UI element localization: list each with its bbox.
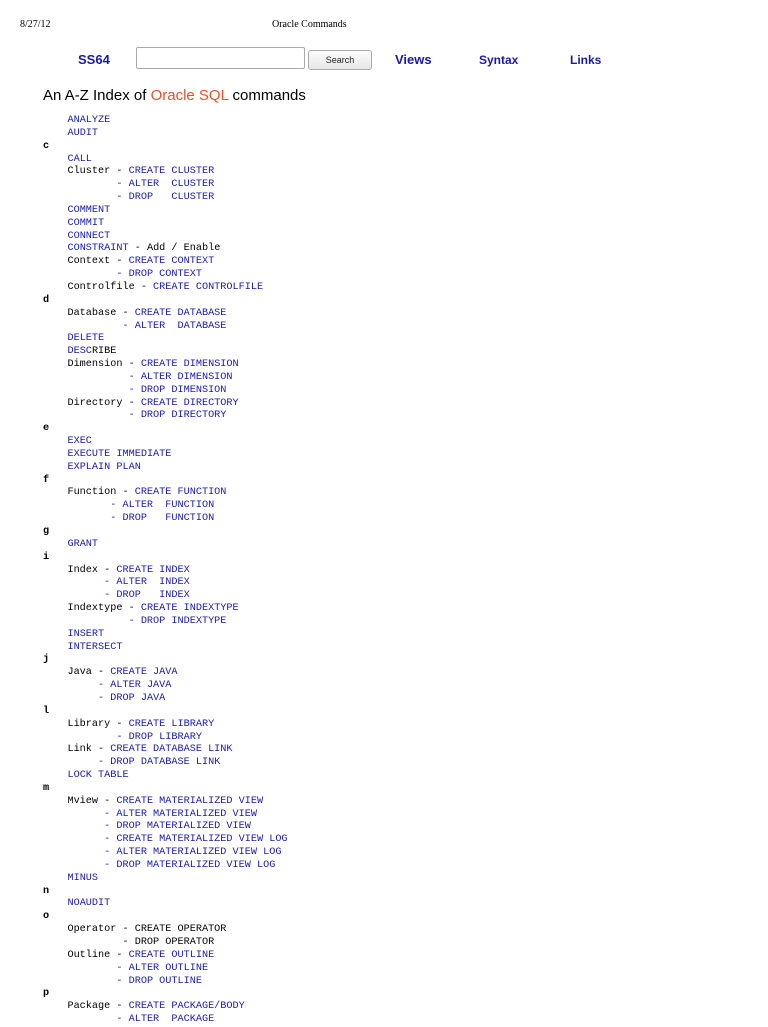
index-line [43,449,288,462]
index-line [43,603,288,616]
command-link[interactable]: - DROP DIMENSION [128,384,227,396]
command-link[interactable]: COMMENT [67,204,111,216]
command-link[interactable]: CREATE DATABASE [134,307,227,319]
index-line [43,719,288,732]
command-link[interactable]: ANALYZE [67,115,111,126]
letter-heading: p [43,988,50,1000]
index-line [43,372,288,385]
index-line [43,950,288,963]
command-link[interactable]: CREATE DIRECTORY [140,397,239,409]
index-text [43,732,116,743]
command-link[interactable]: - DROP OUTLINE [116,975,202,987]
command-link[interactable]: - CREATE MATERIALIZED VIEW LOG [104,834,288,846]
index-text [43,577,104,588]
command-link[interactable]: CREATE FUNCTION [134,487,227,499]
command-link[interactable]: - ALTER CLUSTER [116,179,215,191]
command-link[interactable]: CALL [67,153,92,165]
command-link[interactable]: INSERT [67,628,105,640]
index-text [43,205,67,216]
index-text: Mview - [43,795,117,807]
index-line [43,976,288,989]
index-line [43,256,288,269]
command-link[interactable]: - DROP LIBRARY [116,731,202,743]
index-text [43,976,116,987]
index-text [43,436,67,447]
command-link[interactable]: DESC [67,346,92,358]
index-text: RIBE [91,346,117,358]
letter-heading: e [43,423,50,435]
index-text [43,449,67,460]
command-link[interactable]: EXEC [67,436,92,448]
index-line [43,462,288,475]
command-link[interactable]: CONNECT [67,230,111,242]
index-line [43,513,288,526]
index-text [43,847,104,858]
index-line [43,770,288,783]
letter-heading: o [43,911,50,923]
index-line [43,500,288,513]
index-text: Indextype - [43,603,141,615]
command-link[interactable]: CREATE LIBRARY [128,718,215,730]
index-text: Package - [43,1001,129,1013]
page-heading [43,87,306,104]
index-text [43,693,98,704]
index-text [43,616,129,627]
command-link[interactable]: CREATE MATERIALIZED VIEW [116,795,264,807]
index-line [43,744,288,757]
index-text: Cluster - [43,166,129,178]
index-text [43,321,122,332]
command-link[interactable]: CREATE CONTEXT [128,256,215,268]
index-line [43,436,288,449]
command-link[interactable]: CREATE INDEX [116,564,190,576]
index-line [43,924,288,937]
command-link[interactable]: - ALTER PACKAGE [116,1014,215,1026]
index-line [43,988,288,1001]
index-line [43,398,288,411]
index-text [43,115,67,126]
index-line [43,359,288,372]
command-link[interactable]: - ALTER INDEX [104,577,190,589]
letter-heading: c [43,140,50,152]
print-title: Oracle Commands [272,19,347,30]
index-line [43,539,288,552]
index-line [43,166,288,179]
command-link[interactable]: - DROP FUNCTION [110,513,215,525]
index-line [43,693,288,706]
command-link[interactable]: CREATE INDEXTYPE [140,603,239,615]
index-line [43,475,288,488]
index-line [43,860,288,873]
command-link[interactable]: CREATE CLUSTER [128,166,215,178]
command-link[interactable]: CREATE PACKAGE/BODY [128,1001,245,1013]
print-header [0,19,768,33]
command-link[interactable]: LOCK TABLE [67,770,129,782]
index-text [43,770,67,781]
index-line [43,115,288,128]
index-text [43,809,104,820]
command-link[interactable]: COMMIT [67,217,105,229]
index-line [43,552,288,565]
letter-heading: j [43,654,50,666]
index-line [43,1001,288,1014]
index-line [43,642,288,655]
index-text: - Add / Enable [128,243,221,255]
index-text: Java - [43,667,111,679]
index-text [43,629,67,640]
index-text [43,513,110,524]
index-text [43,963,116,974]
index-line [43,809,288,822]
index-text: Dimension - [43,359,141,371]
index-line [43,680,288,693]
command-link[interactable]: AUDIT [67,127,99,139]
command-link[interactable]: - DROP INDEXTYPE [128,615,227,627]
letter-heading: i [43,551,50,563]
index-text [43,346,67,357]
index-text: Index - [43,564,117,576]
command-link[interactable]: MINUS [67,872,99,884]
index-line [43,847,288,860]
index-line [43,821,288,834]
letter-heading: f [43,474,50,486]
search-button[interactable]: Search [308,50,372,70]
index-line [43,243,288,256]
command-index [43,115,288,1027]
index-line [43,796,288,809]
index-line [43,269,288,282]
index-text [43,154,67,165]
letter-heading: l [43,705,50,717]
index-text: Database - [43,307,135,319]
index-text: Directory - [43,397,141,409]
index-line [43,141,288,154]
index-line [43,911,288,924]
index-line [43,154,288,167]
index-text [43,372,129,383]
views-link[interactable]: Views [395,52,432,67]
command-link[interactable]: CREATE CONTROLFILE [153,281,264,293]
command-link[interactable]: GRANT [67,538,99,550]
heading-suffix: commands [228,87,306,104]
command-link[interactable]: - DROP CONTEXT [116,269,202,281]
command-link[interactable]: - ALTER DIMENSION [128,371,233,383]
command-link[interactable]: - DROP CLUSTER [116,192,215,204]
index-text [43,179,116,190]
command-link[interactable]: DELETE [67,333,105,345]
index-line [43,218,288,231]
heading-prefix: An A-Z Index of [43,87,151,104]
letter-heading: g [43,526,50,537]
index-text [43,218,67,229]
command-link[interactable]: - ALTER MATERIALIZED VIEW LOG [104,847,282,859]
index-line [43,205,288,218]
index-text [43,873,67,884]
command-link[interactable]: EXPLAIN PLAN [67,461,141,473]
index-line [43,654,288,667]
index-line [43,667,288,680]
index-line [43,385,288,398]
index-line [43,423,288,436]
index-line [43,308,288,321]
command-link[interactable]: - DROP INDEX [104,590,190,602]
index-text: Function - [43,487,135,499]
command-link[interactable]: - ALTER FUNCTION [110,500,215,512]
index-text [43,539,67,550]
index-line [43,282,288,295]
index-text [43,462,67,473]
index-text [43,590,104,601]
index-line [43,706,288,719]
index-text [43,231,67,242]
index-line [43,577,288,590]
index-text [43,410,129,421]
index-line [43,590,288,603]
index-text: - DROP OPERATOR [43,937,215,948]
index-line [43,757,288,770]
index-line [43,487,288,500]
index-line [43,616,288,629]
index-text [43,333,67,344]
index-line [43,128,288,141]
command-link[interactable]: CONSTRAINT [67,243,129,255]
index-line [43,295,288,308]
heading-highlight: Oracle SQL [150,87,229,104]
command-link[interactable]: - DROP DIRECTORY [128,410,227,422]
links-link[interactable]: Links [570,53,602,67]
index-text [43,128,67,139]
index-text [43,821,104,832]
syntax-link[interactable]: Syntax [479,53,519,67]
index-line [43,783,288,796]
index-text [43,860,104,871]
index-text: Outline - [43,949,129,961]
search-input[interactable] [136,47,305,69]
index-line [43,321,288,334]
top-nav [0,47,768,73]
index-line [43,898,288,911]
command-link[interactable]: - DROP MATERIALIZED VIEW [104,821,251,833]
index-text: Link - [43,744,111,756]
index-line [43,565,288,578]
index-text: Library - [43,718,129,730]
index-line [43,937,288,950]
index-line [43,1014,288,1027]
index-text [43,757,98,768]
index-text [43,834,104,845]
index-line [43,886,288,899]
index-text [43,500,110,511]
command-link[interactable]: - ALTER DATABASE [122,320,227,332]
ss64-home-link[interactable]: SS64 [78,52,110,67]
index-text: Operator - CREATE OPERATOR [43,924,227,936]
letter-heading: n [43,885,50,897]
index-text [43,385,129,396]
index-text: Context - [43,256,129,268]
index-line [43,192,288,205]
index-line [43,629,288,642]
index-line [43,834,288,847]
index-line [43,963,288,976]
command-link[interactable]: CREATE DIMENSION [140,359,239,371]
index-text [43,1014,116,1025]
index-text [43,192,116,203]
index-text [43,680,98,691]
index-text [43,642,67,653]
index-line [43,231,288,244]
command-link[interactable]: CREATE OUTLINE [128,949,215,961]
index-text [43,898,67,909]
index-line [43,410,288,423]
command-link[interactable]: NOAUDIT [67,898,111,910]
command-link[interactable]: EXECUTE IMMEDIATE [67,448,172,460]
index-text: Controlfile - [43,281,154,293]
letter-heading: m [43,782,50,794]
command-link[interactable]: - DROP JAVA [98,692,166,704]
command-link[interactable]: CREATE JAVA [110,667,178,679]
command-link[interactable]: - DROP DATABASE LINK [98,757,221,769]
index-line [43,333,288,346]
command-link[interactable]: - ALTER JAVA [98,680,172,692]
index-line [43,179,288,192]
index-line [43,346,288,359]
command-link[interactable]: - ALTER MATERIALIZED VIEW [104,808,257,820]
letter-heading: d [43,294,50,306]
index-text [43,269,116,280]
index-line [43,732,288,745]
index-text [43,243,67,254]
command-link[interactable]: CREATE DATABASE LINK [110,744,233,756]
index-line [43,526,288,539]
command-link[interactable]: INTERSECT [67,641,123,653]
command-link[interactable]: - ALTER OUTLINE [116,962,209,974]
print-date: 8/27/12 [20,19,51,30]
command-link[interactable]: - DROP MATERIALIZED VIEW LOG [104,859,276,871]
index-line [43,873,288,886]
